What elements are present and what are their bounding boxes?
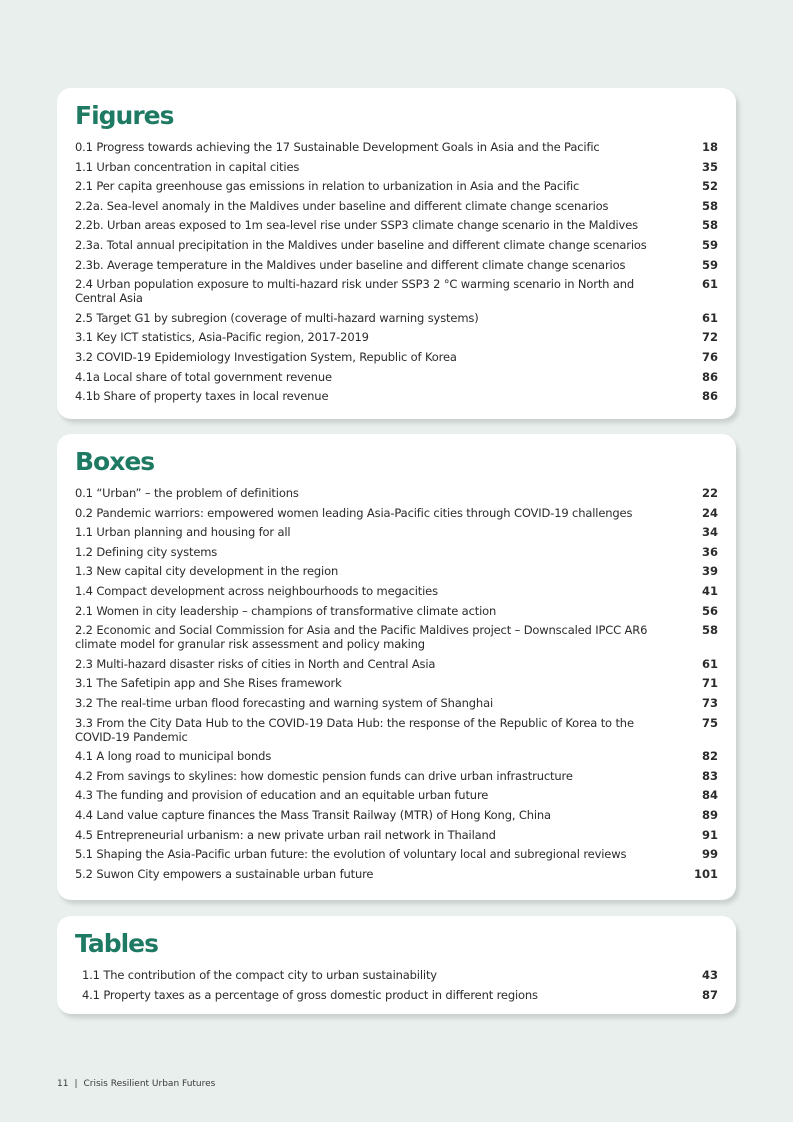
tables-section — [57, 916, 736, 1014]
toc-entry-page-number[interactable]: 24 — [701, 505, 718, 520]
toc-entry-title[interactable]: 4.1 Property taxes as a percentage of gross domestic product in different regions — [82, 987, 538, 1002]
toc-entry-title[interactable]: 1.1 Urban concentration in capital cities — [75, 159, 300, 174]
toc-entry[interactable] — [75, 749, 718, 763]
toc-entry-page-number[interactable]: 43 — [701, 968, 718, 982]
toc-entry[interactable] — [75, 238, 718, 252]
toc-entry-page-number[interactable]: 89 — [701, 807, 718, 822]
toc-entry-page-number[interactable]: 58 — [701, 198, 718, 213]
toc-entry[interactable] — [75, 199, 718, 213]
toc-entry-title[interactable]: 2.4 Urban population exposure to multi-hazard risk under SSP3 2 °C warming scenario in North and Central Asia — [75, 277, 635, 306]
figures-heading: Figures — [75, 101, 174, 130]
boxes-list — [75, 486, 718, 881]
footer-separator: | — [74, 1079, 78, 1089]
toc-entry[interactable] — [75, 564, 718, 578]
boxes-heading: Boxes — [75, 447, 155, 476]
toc-entry-title[interactable]: 1.4 Compact development across neighbourhoods to megacities — [75, 583, 438, 598]
toc-entry[interactable] — [75, 277, 718, 305]
toc-entry-page-number[interactable]: 59 — [701, 257, 718, 272]
toc-entry-title[interactable]: 2.2 Economic and Social Commission for Asia and the Pacific Maldives project – Downscaled IPCC AR6 climate model for granular risk assessment and policy making — [75, 623, 648, 652]
toc-entry[interactable] — [75, 828, 718, 842]
toc-entry[interactable] — [75, 657, 718, 671]
toc-entry-page-number[interactable]: 84 — [701, 788, 718, 803]
toc-entry-page-number[interactable]: 59 — [701, 237, 718, 252]
toc-entry[interactable] — [75, 676, 718, 690]
toc-entry-page-number[interactable]: 61 — [701, 310, 718, 325]
figures-list — [75, 140, 718, 403]
toc-entry[interactable] — [75, 525, 718, 539]
toc-entry-page-number[interactable]: 76 — [701, 349, 718, 364]
toc-entry-title[interactable]: 2.5 Target G1 by subregion (coverage of multi-hazard warning systems) — [75, 310, 479, 325]
toc-entry-page-number[interactable]: 73 — [701, 695, 718, 710]
toc-entry[interactable] — [75, 370, 718, 384]
toc-entry-page-number[interactable]: 87 — [701, 987, 718, 1002]
page-footer — [57, 1079, 215, 1089]
toc-entry-title[interactable]: 2.2a. Sea-level anomaly in the Maldives under baseline and different climate change scenarios — [75, 198, 609, 213]
toc-entry-title[interactable]: 5.1 Shaping the Asia-Pacific urban future: the evolution of voluntary local and subregional reviews — [75, 847, 627, 862]
toc-entry[interactable] — [75, 847, 718, 861]
figures-section — [57, 88, 736, 419]
toc-entry[interactable] — [75, 311, 718, 325]
toc-entry-page-number[interactable]: 101 — [693, 866, 718, 881]
toc-entry[interactable] — [75, 623, 718, 651]
toc-entry-title[interactable]: 4.2 From savings to skylines: how domestic pension funds can drive urban infrastructure — [75, 768, 573, 783]
toc-entry-page-number[interactable]: 18 — [701, 140, 718, 154]
toc-entry-title[interactable]: 2.2b. Urban areas exposed to 1m sea-level rise under SSP3 climate change scenario in the Maldives — [75, 218, 638, 233]
toc-entry-title[interactable]: 4.1a Local share of total government revenue — [75, 369, 332, 384]
toc-entry-title[interactable]: 5.2 Suwon City empowers a sustainable urban future — [75, 866, 374, 881]
toc-entry-title[interactable]: 1.3 New capital city development in the region — [75, 564, 339, 579]
toc-entry-title[interactable]: 3.2 The real-time urban flood forecasting and warning system of Shanghai — [75, 695, 494, 710]
toc-entry-page-number[interactable]: 52 — [701, 179, 718, 194]
toc-entry-page-number[interactable]: 56 — [701, 603, 718, 618]
toc-entry-title[interactable]: 3.2 COVID-19 Epidemiology Investigation System, Republic of Korea — [75, 349, 457, 364]
tables-list — [75, 968, 718, 1002]
toc-entry-title[interactable]: 1.2 Defining city systems — [75, 544, 218, 559]
toc-entry-page-number[interactable]: 91 — [701, 827, 718, 842]
toc-entry-page-number[interactable]: 34 — [701, 525, 718, 540]
toc-entry[interactable] — [75, 867, 718, 881]
toc-entry-page-number[interactable]: 39 — [701, 564, 718, 579]
toc-entry[interactable] — [75, 258, 718, 272]
toc-entry[interactable] — [75, 696, 718, 710]
toc-entry-title[interactable]: 3.1 The Safetipin app and She Rises framework — [75, 676, 342, 691]
toc-entry[interactable] — [75, 716, 718, 744]
toc-entry-page-number[interactable]: 72 — [701, 330, 718, 345]
toc-entry-page-number[interactable]: 82 — [701, 749, 718, 764]
toc-entry[interactable] — [75, 506, 718, 520]
toc-entry-title[interactable]: 0.1 Progress towards achieving the 17 Sustainable Development Goals in Asia and the Pacific — [75, 140, 600, 154]
toc-entry[interactable] — [75, 350, 718, 364]
toc-entry-page-number[interactable]: 58 — [701, 623, 718, 638]
toc-entry-title[interactable]: 4.1 A long road to municipal bonds — [75, 749, 272, 764]
toc-entry-page-number[interactable]: 86 — [701, 369, 718, 384]
toc-entry[interactable] — [75, 968, 718, 982]
toc-entry-page-number[interactable]: 22 — [701, 486, 718, 500]
toc-entry-title[interactable]: 0.2 Pandemic warriors: empowered women leading Asia-Pacific cities through COVID-19 challenges — [75, 505, 633, 520]
toc-entry-title[interactable]: 2.3b. Average temperature in the Maldives under baseline and different climate change scenarios — [75, 257, 626, 272]
toc-entry-title[interactable]: 4.5 Entrepreneurial urbanism: a new private urban rail network in Thailand — [75, 827, 496, 842]
toc-entry-page-number[interactable]: 99 — [701, 847, 718, 862]
toc-entry[interactable] — [75, 486, 718, 500]
toc-entry-title[interactable]: 3.3 From the City Data Hub to the COVID-19 Data Hub: the response of the Republic of Korea to the COVID-19 Pandemic — [75, 715, 634, 744]
toc-entry-title[interactable]: 1.1 Urban planning and housing for all — [75, 525, 291, 540]
toc-entry[interactable] — [75, 584, 718, 598]
toc-entry[interactable] — [75, 988, 718, 1002]
toc-entry-title[interactable]: 4.3 The funding and provision of education and an equitable urban future — [75, 788, 489, 803]
toc-entry[interactable] — [75, 389, 718, 403]
toc-entry-title[interactable]: 3.1 Key ICT statistics, Asia-Pacific region, 2017-2019 — [75, 330, 369, 345]
toc-entry[interactable] — [75, 218, 718, 232]
toc-entry-title[interactable]: 2.3a. Total annual precipitation in the Maldives under baseline and different climate change scenarios — [75, 237, 647, 252]
toc-entry-page-number[interactable]: 71 — [701, 676, 718, 691]
toc-entry-page-number[interactable]: 36 — [701, 544, 718, 559]
toc-entry-title[interactable]: 4.1b Share of property taxes in local revenue — [75, 389, 329, 404]
toc-entry[interactable] — [75, 330, 718, 344]
toc-entry[interactable] — [75, 179, 718, 193]
toc-entry-page-number[interactable]: 61 — [701, 277, 718, 292]
toc-entry[interactable] — [75, 808, 718, 822]
toc-entry-title[interactable]: 1.1 The contribution of the compact city to urban sustainability — [82, 968, 437, 982]
footer-publication-title: Crisis Resilient Urban Futures — [83, 1079, 216, 1089]
toc-entry[interactable] — [75, 140, 718, 154]
toc-entry[interactable] — [75, 788, 718, 802]
toc-entry-page-number[interactable]: 41 — [701, 583, 718, 598]
toc-entry-title[interactable]: 2.1 Per capita greenhouse gas emissions in relation to urbanization in Asia and the Pacific — [75, 179, 580, 194]
toc-entry[interactable] — [75, 604, 718, 618]
toc-entry[interactable] — [75, 545, 718, 559]
toc-entry[interactable] — [75, 160, 718, 174]
boxes-section — [57, 434, 736, 900]
toc-entry-page-number[interactable]: 75 — [701, 715, 718, 730]
toc-entry-title[interactable]: 4.4 Land value capture finances the Mass Transit Railway (MTR) of Hong Kong, China — [75, 807, 551, 822]
footer-page-number: 11 — [57, 1079, 69, 1089]
toc-entry-title[interactable]: 0.1 “Urban” – the problem of definitions — [75, 486, 299, 500]
toc-entry-page-number[interactable]: 61 — [701, 656, 718, 671]
toc-entry[interactable] — [75, 769, 718, 783]
toc-entry-title[interactable]: 2.3 Multi-hazard disaster risks of cities in North and Central Asia — [75, 656, 436, 671]
toc-entry-page-number[interactable]: 58 — [701, 218, 718, 233]
toc-entry-page-number[interactable]: 35 — [701, 159, 718, 174]
toc-entry-title[interactable]: 2.1 Women in city leadership – champions of transformative climate action — [75, 603, 497, 618]
toc-entry-page-number[interactable]: 83 — [701, 768, 718, 783]
toc-entry-page-number[interactable]: 86 — [701, 389, 718, 404]
tables-heading: Tables — [75, 929, 159, 958]
